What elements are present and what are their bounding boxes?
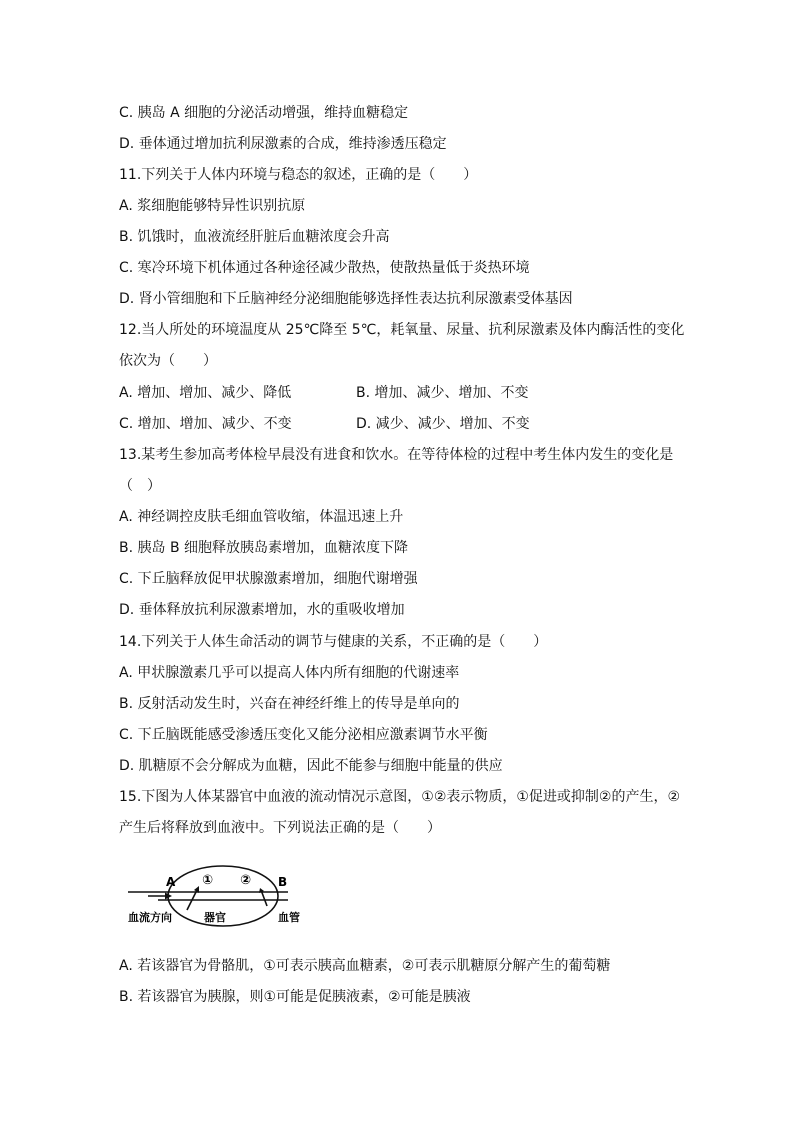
blood-flow-diagram [128, 858, 308, 940]
q13-option-a: A. 神经调控皮肤毛细血管收缩，体温迅速上升 [119, 509, 404, 525]
q13-option-d: D. 垂体释放抗利尿激素增加，水的重吸收增加 [119, 602, 405, 618]
q11-option-b: B. 饥饿时，血液流经肝脏后血糖浓度会升高 [119, 229, 390, 245]
q12-stem-line1: 12.当人所处的环境温度从 25℃降至 5℃，耗氧量、尿量、抗利尿激素及体内酶活性的变化 [119, 322, 685, 338]
q11-option-d: D. 肾小管细胞和下丘脑神经分泌细胞能够选择性表达抗利尿激素受体基因 [119, 291, 573, 307]
q13-option-c: C. 下丘脑释放促甲状腺激素增加，细胞代谢增强 [119, 571, 418, 587]
q12-option-c: C. 增加、增加、减少、不变 [119, 416, 292, 432]
q15-option-a: A. 若该器官为骨骼肌，①可表示胰高血糖素，②可表示肌糖原分解产生的葡萄糖 [119, 958, 611, 974]
q14-stem: 14.下列关于人体生命活动的调节与健康的关系，不正确的是（ ） [119, 634, 548, 650]
label-flow-direction: 血流方向 [128, 911, 172, 924]
q11-option-a: A. 浆细胞能够特异性识别抗原 [119, 198, 306, 214]
q15-option-b: B. 若该器官为胰腺，则①可能是促胰液素，②可能是胰液 [119, 989, 471, 1005]
marker-2: ② [240, 873, 252, 888]
q10-option-c: C. 胰岛 A 细胞的分泌活动增强，维持血糖稳定 [119, 105, 409, 121]
label-vessel: 血管 [278, 911, 300, 924]
label-a: A [166, 875, 176, 889]
q11-stem: 11.下列关于人体内环境与稳态的叙述，正确的是（ ） [119, 167, 478, 183]
q10-option-d: D. 垂体通过增加抗利尿激素的合成，维持渗透压稳定 [119, 136, 447, 152]
label-organ: 器官 [204, 911, 226, 924]
q14-option-c: C. 下丘脑既能感受渗透压变化又能分泌相应激素调节水平衡 [119, 727, 488, 743]
q12-option-a: A. 增加、增加、减少、降低 [119, 385, 292, 401]
q14-option-b: B. 反射活动发生时，兴奋在神经纤维上的传导是单向的 [119, 696, 460, 712]
q11-option-c: C. 寒冷环境下机体通过各种途径减少散热，使散热量低于炎热环境 [119, 260, 530, 276]
q12-option-b: B. 增加、减少、增加、不变 [356, 385, 529, 401]
q14-option-d: D. 肌糖原不会分解成为血糖，因此不能参与细胞中能量的供应 [119, 758, 503, 774]
q13-option-b: B. 胰岛 B 细胞释放胰岛素增加，血糖浓度下降 [119, 540, 409, 556]
q12-option-d: D. 减少、减少、增加、不变 [356, 416, 530, 432]
q15-stem-line1: 15.下图为人体某器官中血液的流动情况示意图，①②表示物质，①促进或抑制②的产生，② [119, 789, 681, 805]
q15-stem-line2: 产生后将释放到血液中。下列说法正确的是（ ） [119, 820, 441, 836]
q13-stem-line2: （ ） [119, 478, 161, 494]
label-b: B [278, 875, 288, 889]
q13-stem-line1: 13.某考生参加高考体检早晨没有进食和饮水。在等待体检的过程中考生体内发生的变化是 [119, 447, 674, 463]
q14-option-a: A. 甲状腺激素几乎可以提高人体内所有细胞的代谢速率 [119, 665, 460, 681]
marker-1: ① [202, 873, 214, 888]
q12-stem-line2: 依次为（ ） [119, 353, 217, 369]
